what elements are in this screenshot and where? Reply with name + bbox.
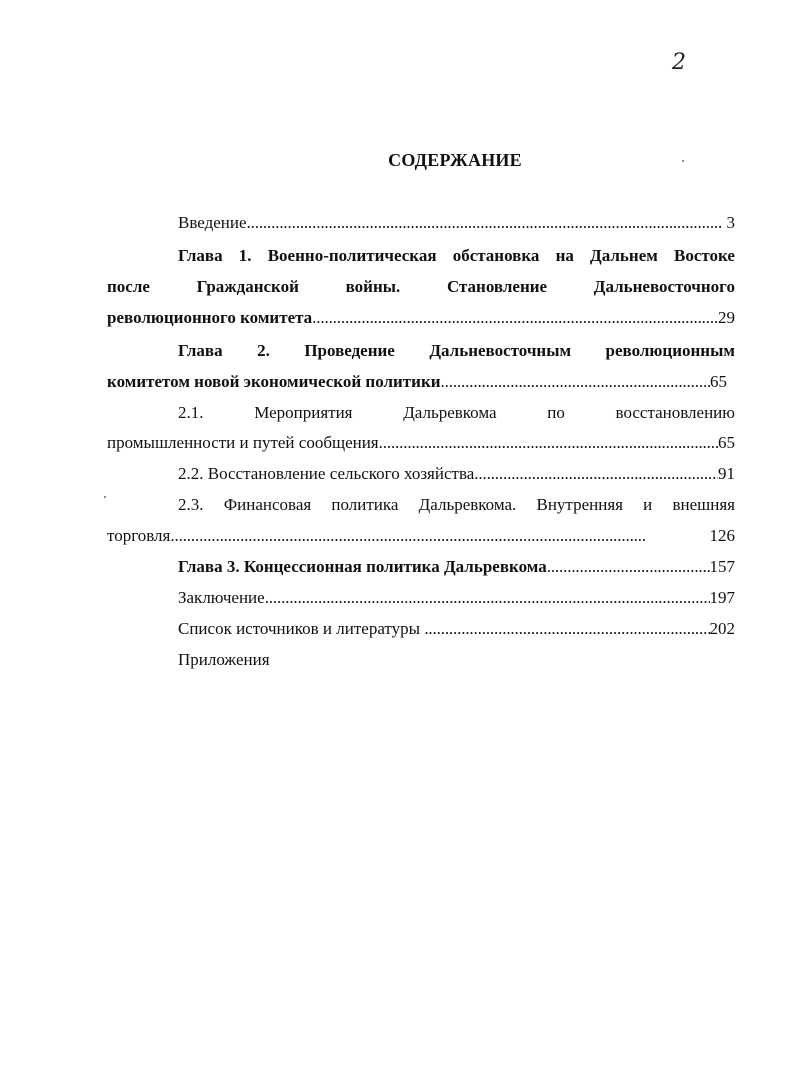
leader-dots <box>247 212 727 234</box>
toc-section-2-3-line1 <box>178 494 735 516</box>
word: 2.1. <box>178 403 204 422</box>
word: революционным <box>605 341 735 360</box>
toc-entry-conclusion <box>178 587 735 609</box>
toc-page-number: 29 <box>718 308 735 327</box>
toc-entry-label: Заключение <box>178 588 265 607</box>
leader-dots <box>170 525 709 547</box>
word: Дальневосточным <box>429 341 572 360</box>
word: Внутренняя <box>536 495 623 514</box>
page-title: СОДЕРЖАНИЕ <box>388 150 522 170</box>
word: на <box>555 246 574 265</box>
leader-dots <box>441 371 710 393</box>
toc-chapter1-line3 <box>107 307 735 329</box>
word: войны. <box>345 277 401 296</box>
word: Дальревкома. <box>418 495 517 514</box>
toc-page-number: 197 <box>709 588 735 607</box>
word: и <box>643 495 653 514</box>
leader-dots <box>474 463 718 485</box>
toc-section-2-2 <box>178 463 735 485</box>
leader-dots <box>312 307 718 329</box>
toc-chapter3 <box>178 556 735 578</box>
toc-page-number: 65 <box>718 433 735 452</box>
word: Дальревкома <box>403 403 497 422</box>
toc-section-2-1-line1 <box>178 402 735 424</box>
toc-chapter1-line2 <box>107 276 735 298</box>
scan-speck <box>104 496 106 498</box>
word: Глава <box>178 246 223 265</box>
toc-entry-label: Приложения <box>178 650 270 669</box>
word: Проведение <box>304 341 395 360</box>
handwritten-page-number: 2 <box>672 50 686 75</box>
word: Дальнем <box>590 246 658 265</box>
word: восстановлению <box>615 403 735 422</box>
word: Становление <box>446 277 548 296</box>
word: Глава <box>178 341 223 360</box>
toc-entry-appendix <box>178 649 270 671</box>
word: Гражданской <box>196 277 299 296</box>
toc-page-number: 126 <box>709 526 735 545</box>
toc-entry-label: Введение <box>178 213 247 232</box>
word: 2. <box>257 341 270 360</box>
word: Дальневосточного <box>593 277 735 296</box>
scan-speck <box>682 160 684 162</box>
leader-dots <box>379 432 718 454</box>
toc-page-number: 3 <box>726 213 735 232</box>
toc-entry-sources <box>178 618 735 640</box>
word: 2.3. <box>178 495 204 514</box>
word: Востоке <box>674 246 735 265</box>
word: 1. <box>238 246 252 265</box>
toc-entry-label: промышленности и путей сообщения <box>107 433 379 452</box>
leader-dots <box>547 556 710 578</box>
word: после <box>107 277 150 296</box>
toc-page-number: 91 <box>718 464 735 483</box>
word: обстановка <box>452 246 540 265</box>
word: Мероприятия <box>254 403 353 422</box>
toc-chapter1-line1 <box>178 245 735 267</box>
toc-page-number: 202 <box>709 619 735 638</box>
word: по <box>547 403 565 422</box>
toc-entry-label: 2.2. Восстановление сельского хозяйства <box>178 464 475 483</box>
toc-entry-label: Глава 3. Концессионная политика Дальревкома <box>178 557 547 576</box>
leader-dots <box>424 618 709 640</box>
word: Финансовая <box>223 495 312 514</box>
toc-page-number: 157 <box>709 557 735 576</box>
toc-entry-label: торговля <box>107 526 171 545</box>
toc-entry-introduction <box>178 212 735 234</box>
toc-entry-label: комитетом новой экономической политики <box>107 372 441 391</box>
word: политика <box>331 495 399 514</box>
toc-entry-label: революционного комитета <box>107 308 313 327</box>
toc-page-number: 65 <box>710 372 727 391</box>
toc-chapter2-line1 <box>178 340 735 362</box>
toc-section-2-1-line2 <box>107 432 735 454</box>
toc-entry-label: Список источников и литературы <box>178 619 425 638</box>
leader-dots <box>265 587 710 609</box>
toc-chapter2-line2 <box>107 371 727 393</box>
toc-section-2-3-line2 <box>107 525 735 547</box>
word: Военно-политическая <box>267 246 437 265</box>
word: внешняя <box>672 495 735 514</box>
